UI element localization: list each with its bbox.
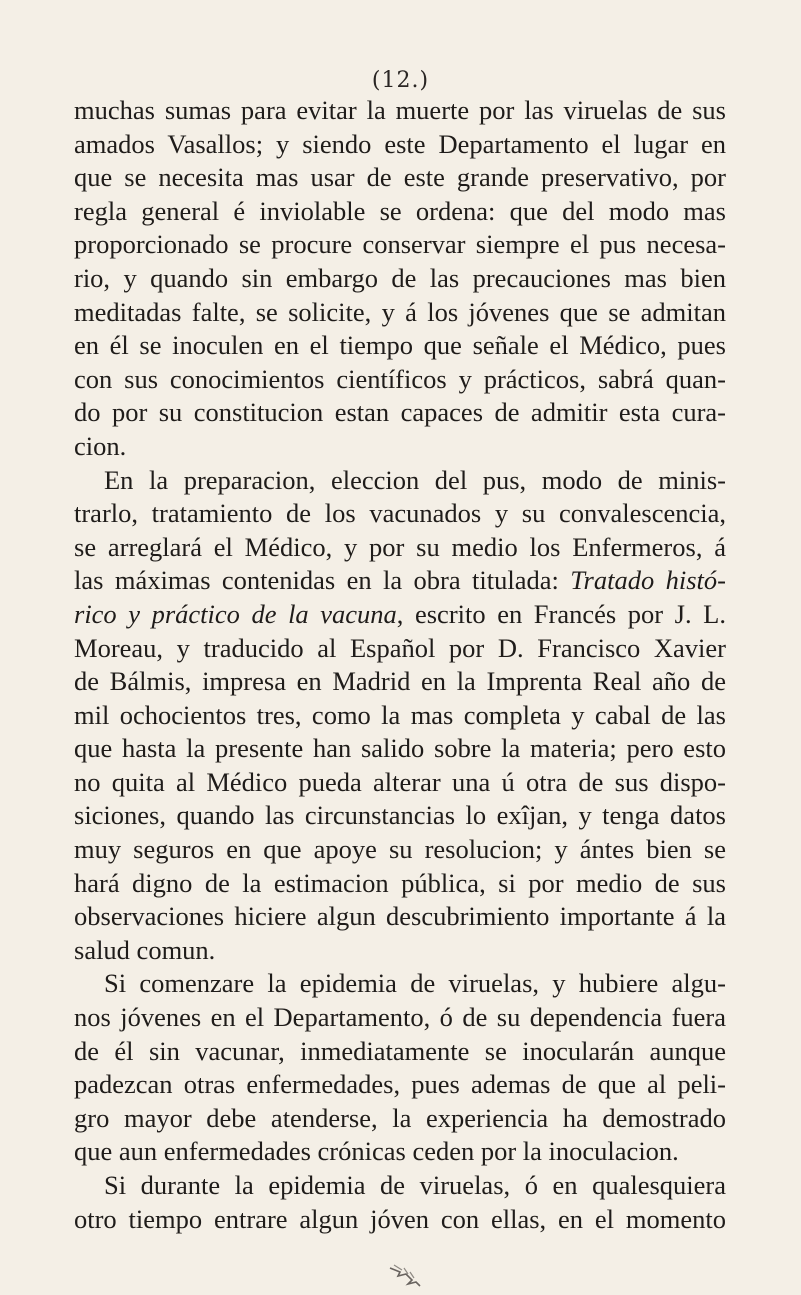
book-title-part-2: rico y práctico de la vacuna [74, 598, 397, 629]
text-line: padezcan otras enfermedades, pues ademas de que al peli- [74, 1069, 726, 1100]
paragraph-1 [74, 94, 726, 464]
text-line: mil ochocientos tres, como la mas completa y cabal de las [74, 699, 726, 730]
text-line: siciones, quando las circunstancias lo exîjan, y tenga datos [74, 800, 726, 831]
text-line: gro mayor debe atenderse, la experiencia ha demostrado [74, 1102, 726, 1133]
paragraph-2 [74, 464, 726, 968]
text-line: que aun enfermedades crónicas ceden por la inoculacion. [74, 1136, 679, 1167]
text-line: muy seguros en que apoye su resolucion; y ántes bien se [74, 834, 726, 865]
text-line: que se necesita mas usar de este grande preservativo, por [74, 162, 726, 193]
text-line: cion. [74, 430, 127, 461]
text-line-with-title [74, 564, 726, 598]
text-line: Si comenzare la epidemia de viruelas, y hubiere algu- [104, 968, 726, 999]
text-line: Si durante la epidemia de viruelas, ó en qualesquiera [104, 1170, 726, 1200]
text-line: trarlo, tratamiento de los vacunados y su convalescencia, [74, 498, 726, 529]
page-number: (12.) [371, 68, 430, 93]
text-line: de Bálmis, impresa en Madrid en la Imprenta Real año de [74, 666, 726, 697]
paragraph-3 [74, 967, 726, 1169]
text-fragment: las máximas contenidas en la obra titulada: [74, 565, 571, 596]
text-line: regla general é inviolable se ordena: que del modo mas [74, 195, 726, 226]
text-line: observaciones hiciere algun descubrimiento importante á la [74, 901, 726, 932]
text-line: que hasta la presente han salido sobre la materia; pero esto [74, 733, 726, 764]
text-line: muchas sumas para evitar la muerte por las viruelas de sus [74, 95, 726, 125]
text-line: de él sin vacunar, inmediatamente se inocularán aunque [74, 1035, 726, 1066]
paragraph-4 [74, 1169, 726, 1236]
book-title-part-1: Tratado histó- [570, 565, 726, 596]
text-line: se arreglará el Médico, y por su medio los Enfermeros, á [74, 531, 726, 562]
text-line: salud comun. [74, 934, 216, 965]
text-line: nos jóvenes en el Departamento, ó de su dependencia fuera [74, 1002, 726, 1033]
body-text [74, 94, 726, 1236]
text-line: hará digno de la estimacion pública, si por medio de sus [74, 867, 726, 898]
text-line: amados Vasallos; y siendo este Departamento el lugar en [74, 128, 726, 159]
text-line: do por su constitucion estan capaces de admitir esta cura- [74, 397, 726, 428]
text-line-with-title [74, 598, 726, 632]
text-line: otro tiempo entrare algun jóven con ellas, en el momento [74, 1203, 726, 1234]
ink-smudge-mark [386, 1262, 426, 1288]
text-fragment: , escrito en Francés por J. L. [396, 598, 726, 629]
text-line: no quita al Médico pueda alterar una ú otra de sus dispo- [74, 766, 726, 797]
text-line: en él se inoculen en el tiempo que señale el Médico, pues [74, 330, 726, 361]
text-line: con sus conocimientos científicos y prácticos, sabrá quan- [74, 363, 726, 394]
text-line: En la preparacion, eleccion del pus, modo de minis- [104, 464, 726, 495]
text-line: rio, y quando sin embargo de las precauciones mas bien [74, 262, 726, 293]
text-line: meditadas falte, se solicite, y á los jóvenes que se admitan [74, 296, 726, 327]
text-line: proporcionado se procure conservar siempre el pus necesa- [74, 229, 726, 260]
text-line: Moreau, y traducido al Español por D. Francisco Xavier [74, 632, 726, 663]
